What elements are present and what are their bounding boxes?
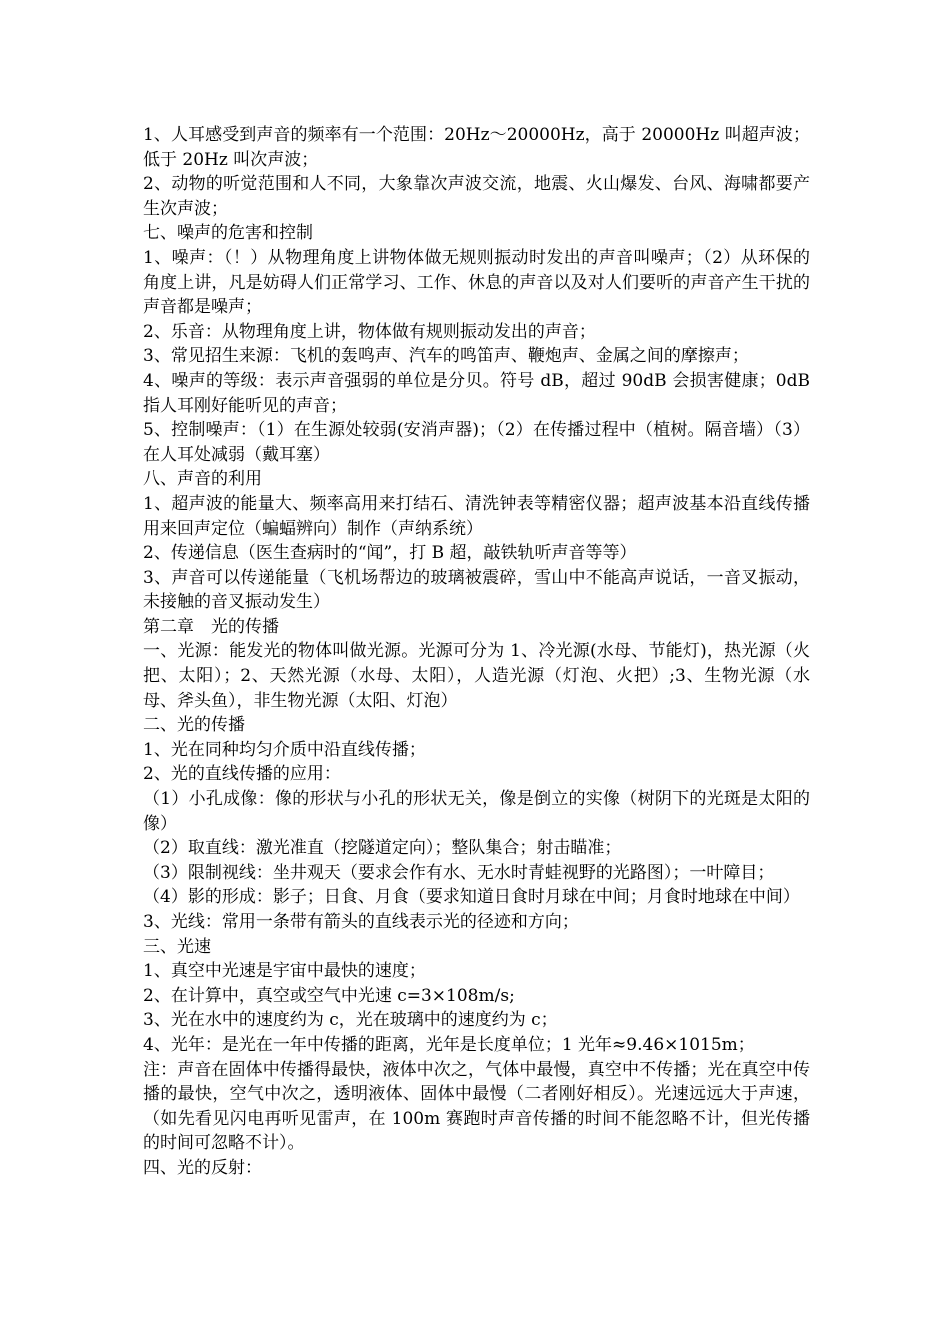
paragraph-sound-energy: 3、声音可以传递能量（飞机场帮边的玻璃被震碎，雪山中不能高声说话，一音叉振动，未接触的音叉振动发生） — [143, 567, 810, 613]
document-page — [143, 123, 810, 1181]
paragraph-noise-definition: 1、噪声：（！）从物理角度上讲物体做无规则振动时发出的声音叫噪声；（2）从环保的角度上讲，凡是妨碍人们正常学习、工作、休息的声音以及对人们要听的声音产生干扰的声音都是噪声； — [143, 247, 810, 318]
paragraph-alignment: （2）取直线：激光准直（挖隧道定向）；整队集合；射击瞄准； — [143, 838, 622, 859]
paragraph-shadows-eclipses: （4）影的形成：影子；日食、月食（要求知道日食时月球在中间；月食时地球在中间） — [143, 887, 800, 908]
section-heading-noise-control: 七、噪声的危害和控制 — [143, 223, 313, 244]
paragraph-fastest-speed: 1、真空中光速是宇宙中最快的速度； — [143, 961, 426, 982]
paragraph-noise-sources: 3、常见招生来源：飞机的轰鸣声、汽车的鸣笛声、鞭炮声、金属之间的摩擦声； — [143, 346, 749, 367]
paragraph-straight-line: 1、光在同种均匀介质中沿直线传播； — [143, 739, 426, 760]
paragraph-noise-levels: 4、噪声的等级：表示声音强弱的单位是分贝。符号 dB，超过 90dB 会损害健康；0dB 指人耳刚好能听见的声音； — [143, 370, 810, 416]
paragraph-sound-information: 2、传递信息（医生查病时的“闻”，打 B 超，敲铁轨听声音等等） — [143, 543, 637, 564]
paragraph-noise-reduction: 5、控制噪声：（1）在生源处较弱(安消声器)；（2）在传播过程中（植树。隔音墙）（3）在人耳处减弱（戴耳塞） — [143, 420, 810, 465]
paragraph-note-sound-vs-light: 注：声音在固体中传播得最快，液体中次之，气体中最慢，真空中不传播；光在真空中传播的最快，空气中次之，透明液体、固体中最慢（二者刚好相反）。光速远远大于声速，（如先看见闪电再听见雷声，在 100m 赛跑时声音传播的时间不能忽略不计，但光传播的时间可忽略不计）。 — [143, 1059, 810, 1154]
paragraph-applications-heading: 2、光的直线传播的应用： — [143, 764, 341, 785]
paragraph-musical-sound: 2、乐音：从物理角度上讲，物体做有规则振动发出的声音； — [143, 321, 596, 342]
paragraph-light-in-media: 3、光在水中的速度约为 c，光在玻璃中的速度约为 c； — [143, 1010, 558, 1031]
paragraph-light-sources: 一、光源：能发光的物体叫做光源。光源可分为 1、冷光源(水母、节能灯)，热光源（火把、太阳）；2、天然光源（水母、太阳），人造光源（灯泡、火把）;3、生物光源（水母、斧头鱼），非生物光源（太阳、灯泡） — [143, 641, 810, 711]
section-heading-speed-of-light: 三、光速 — [143, 936, 211, 957]
paragraph-pinhole-imaging: （1）小孔成像：像的形状与小孔的形状无关，像是倒立的实像（树阴下的光斑是太阳的像） — [143, 789, 810, 834]
section-heading-light-propagation: 二、光的传播 — [143, 715, 245, 736]
paragraph-limited-view: （3）限制视线：坐井观天（要求会作有水、无水时青蛙视野的光路图）；一叶障目； — [143, 862, 775, 883]
paragraph-animal-hearing: 2、动物的听觉范围和人不同，大象靠次声波交流，地震、火山爆发、台风、海啸都要产生次声波； — [143, 174, 810, 219]
paragraph-light-year: 4、光年：是光在一年中传播的距离，光年是长度单位；1 光年≈9.46×1015m； — [143, 1034, 755, 1055]
paragraph-light-speed-value: 2、在计算中，真空或空气中光速 c=3×108m/s; — [143, 985, 515, 1006]
paragraph-light-ray: 3、光线：常用一条带有箭头的直线表示光的径迹和方向； — [143, 912, 579, 932]
paragraph-infrasound-range: 1、人耳感受到声音的频率有一个范围：20Hz～20000Hz，高于 20000Hz 叫超声波；低于 20Hz 叫次声波； — [143, 125, 810, 170]
chapter-heading-light: 第二章 光的传播 — [143, 616, 279, 637]
section-heading-reflection: 四、光的反射： — [143, 1157, 262, 1178]
paragraph-ultrasound: 1、超声波的能量大、频率高用来打结石、清洗钟表等精密仪器；超声波基本沿直线传播用来回声定位（蝙蝠辨向）制作（声纳系统） — [143, 493, 810, 539]
section-heading-sound-uses: 八、声音的利用 — [143, 469, 262, 490]
